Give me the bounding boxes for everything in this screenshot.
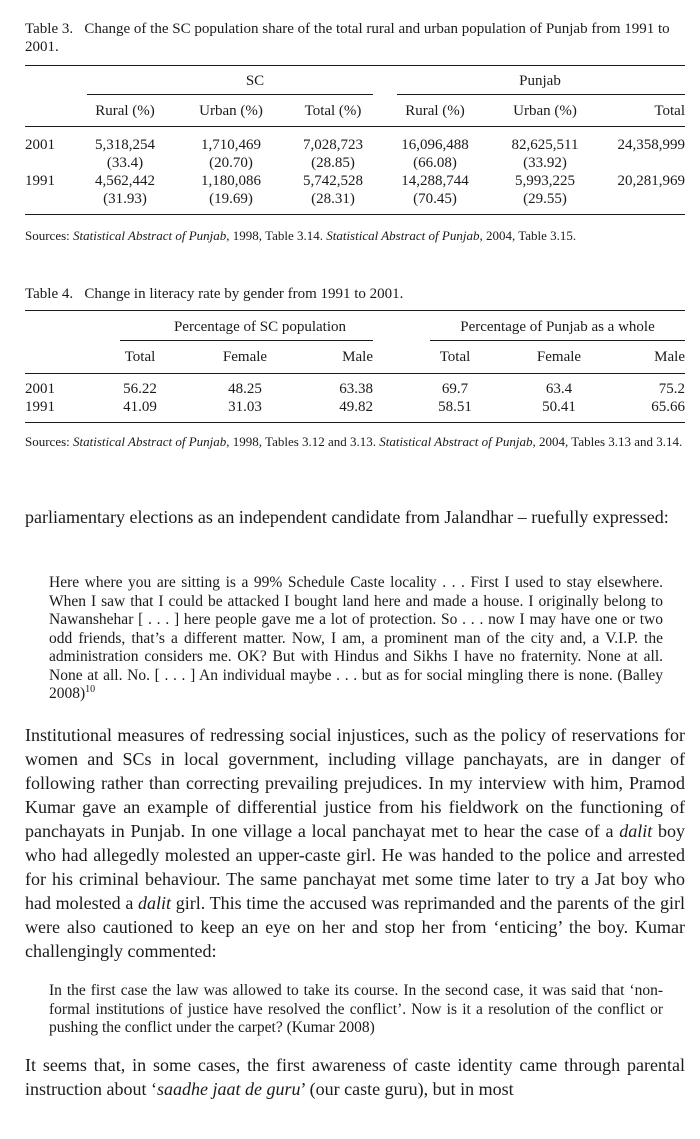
table3-cell: (33.92) (523, 155, 567, 171)
table3-header-rule (25, 126, 685, 127)
table3-cell: 5,318,254 (95, 137, 155, 153)
table4-header-rule (25, 373, 685, 374)
table3-caption (25, 20, 685, 56)
table3-cell: (31.93) (103, 191, 147, 207)
table4-punjab-underline (430, 340, 685, 341)
table3-header-pb-rural: Rural (%) (405, 103, 465, 119)
table3-group-punjab: Punjab (519, 73, 561, 89)
table3-row-year: 2001 (25, 137, 55, 153)
table4-cell: 50.41 (542, 399, 576, 415)
table4-group-sc: Percentage of SC population (173, 319, 347, 335)
table3-cell: 20,281,969 (617, 173, 685, 189)
table3-header-sc-rural: Rural (%) (95, 103, 155, 119)
table4-bottom-rule (25, 422, 685, 423)
table4-cell: 41.09 (123, 399, 157, 415)
table3-cell: 1,710,469 (201, 137, 261, 153)
sources-title: Statistical Abstract of Punjab (379, 434, 533, 449)
sources-prefix: Sources: (25, 228, 74, 243)
footnote-marker: 10 (85, 683, 96, 695)
table4-cell: 63.38 (339, 381, 373, 397)
paragraph-3 (25, 1053, 685, 1101)
table4-header: Total (439, 349, 471, 365)
sources-text: , 2004, Table 3.15. (479, 228, 577, 243)
table3-cell: (33.4) (106, 155, 144, 171)
table3-cell: (28.85) (311, 155, 355, 171)
table3-sc-underline (87, 94, 373, 95)
table4-cell: 58.51 (438, 399, 472, 415)
table3-cell: (20.70) (209, 155, 253, 171)
table4-cell: 31.03 (228, 399, 262, 415)
paragraph-2-text: girl. This time the accused was reprimanded and the parents of the girl were also cautioned to keep an eye on her and stop her from ‘enticing’ the boy. Kumar challengingly commented: (25, 893, 685, 961)
table4-group-punjab: Percentage of Punjab as a whole (460, 319, 655, 335)
paragraph-2-text: boy who had allegedly molested an upper-caste girl. He was handed to the police and arrested for his criminal behaviour. The same panchayat met some time later to try a Jat boy who had molested a (25, 821, 685, 913)
table3-cell: (66.08) (413, 155, 457, 171)
table4-header: Male (654, 349, 685, 365)
sources-title: Statistical Abstract of Punjab (73, 228, 227, 243)
paragraph-2-text: Institutional measures of redressing social injustices, such as the policy of reservations for women and SCs in local government, including village panchayats, are in danger of following rather than correcting prevailing prejudices. In my interview with him, Pramod Kumar gave an example of differential justice from his fieldwork on the functioning of panchayats in Punjab. In one village a local panchayat met to hear the case of a (25, 725, 685, 841)
table4-header: Male (342, 349, 373, 365)
table3-sources (25, 228, 685, 244)
table4-row-year: 2001 (25, 381, 55, 397)
table3-cell: (29.55) (523, 191, 567, 207)
table4-row-year: 1991 (25, 399, 55, 415)
table4-header: Female (536, 349, 582, 365)
table3-caption-label: Table 3. (25, 21, 74, 37)
table3-cell: 1,180,086 (201, 173, 261, 189)
table4-caption (25, 285, 685, 303)
block-quote-1-text: Here where you are sitting is a 99% Schedule Caste locality . . . First I used to stay elsewhere. When I saw that I could be attacked I bought land here and made a house. I originally belong to Nawanshehar [ . . . ] here people gave me a lot of protection. So . . . now I may have one or two odd friends, that’s a different matter. Now, I am, a prominent man of the city and, a V.I.P. the administration considers me. OK? But with Hindus and Sikhs I have no fraternity. None at all. None at all. No. [ . . . ] An individual maybe . . . but as for social mingling there is none. (Balley 2008) (49, 574, 663, 702)
table3-header-sc-total: Total (%) (304, 103, 362, 119)
table4-cell: 48.25 (228, 381, 262, 397)
table4-header: Total (124, 349, 156, 365)
sources-text: , 1998, Tables 3.12 and 3.13. (226, 434, 380, 449)
block-quote-1 (49, 574, 663, 704)
paragraph-2-italic: dalit (138, 893, 172, 913)
table3-cell: 5,993,225 (515, 173, 575, 189)
table3-caption-text: Change of the SC population share of the total rural and urban population of Punjab from 1991 to 2001. (25, 21, 670, 55)
table3-cell: 4,562,442 (95, 173, 155, 189)
paragraph-3-text: It seems that, in some cases, the first awareness of caste identity came through parental instruction about ‘ (25, 1055, 685, 1099)
table4-cell: 69.7 (441, 381, 469, 397)
table3-cell: 24,358,999 (617, 137, 685, 153)
table3-cell: 7,028,723 (303, 137, 363, 153)
table3-cell: 16,096,488 (401, 137, 469, 153)
block-quote-2: In the first case the law was allowed to take its course. In the second case, it was said that ‘non-formal institutions of justice have resolved the conflict’. Now is it a resolution of the conflict or pushing the conflict under the carpet? (Kumar 2008) (49, 982, 663, 1036)
table3-cell: 5,742,528 (303, 173, 363, 189)
table3-row-year: 1991 (25, 173, 55, 189)
table3-cell: (19.69) (209, 191, 253, 207)
paragraph-3-italic: saadhe jaat de guru (156, 1079, 301, 1099)
paragraph-3-text: ’ (our caste guru), but in most (300, 1079, 514, 1099)
table4-cell: 75.2 (658, 381, 685, 397)
sources-title: Statistical Abstract of Punjab (326, 228, 480, 243)
table3-header-pb-total: Total (654, 103, 685, 119)
table3-cell: (70.45) (413, 191, 457, 207)
table3-header-pb-urban: Urban (%) (513, 103, 577, 119)
table3-group-sc: SC (245, 73, 265, 89)
table4-sc-underline (120, 340, 373, 341)
sources-title: Statistical Abstract of Punjab (73, 434, 227, 449)
paragraph-1: parliamentary elections as an independent candidate from Jalandhar – ruefully expressed: (25, 507, 669, 527)
table4-header: Female (222, 349, 268, 365)
table4-top-rule (25, 310, 685, 311)
table4-sources (25, 434, 685, 450)
sources-text: , 1998, Table 3.14. (226, 228, 327, 243)
paragraph-2-italic: dalit (619, 821, 653, 841)
table3-punjab-underline (397, 94, 685, 95)
table3-header-sc-urban: Urban (%) (199, 103, 263, 119)
table3-top-rule (25, 65, 685, 66)
table4-cell: 56.22 (123, 381, 157, 397)
table3-bottom-rule (25, 214, 685, 215)
paragraph-2 (25, 723, 685, 963)
table3-cell: (28.31) (311, 191, 355, 207)
table4-caption-label: Table 4. (25, 286, 74, 302)
table3-cell: 82,625,511 (511, 137, 579, 153)
table4-cell: 65.66 (651, 399, 685, 415)
sources-prefix: Sources: (25, 434, 74, 449)
table4-cell: 63.4 (545, 381, 573, 397)
table4-caption-text: Change in literacy rate by gender from 1991 to 2001. (84, 286, 404, 302)
table4-cell: 49.82 (339, 399, 373, 415)
table3-cell: 14,288,744 (401, 173, 469, 189)
sources-text: , 2004, Tables 3.13 and 3.14. (532, 434, 683, 449)
